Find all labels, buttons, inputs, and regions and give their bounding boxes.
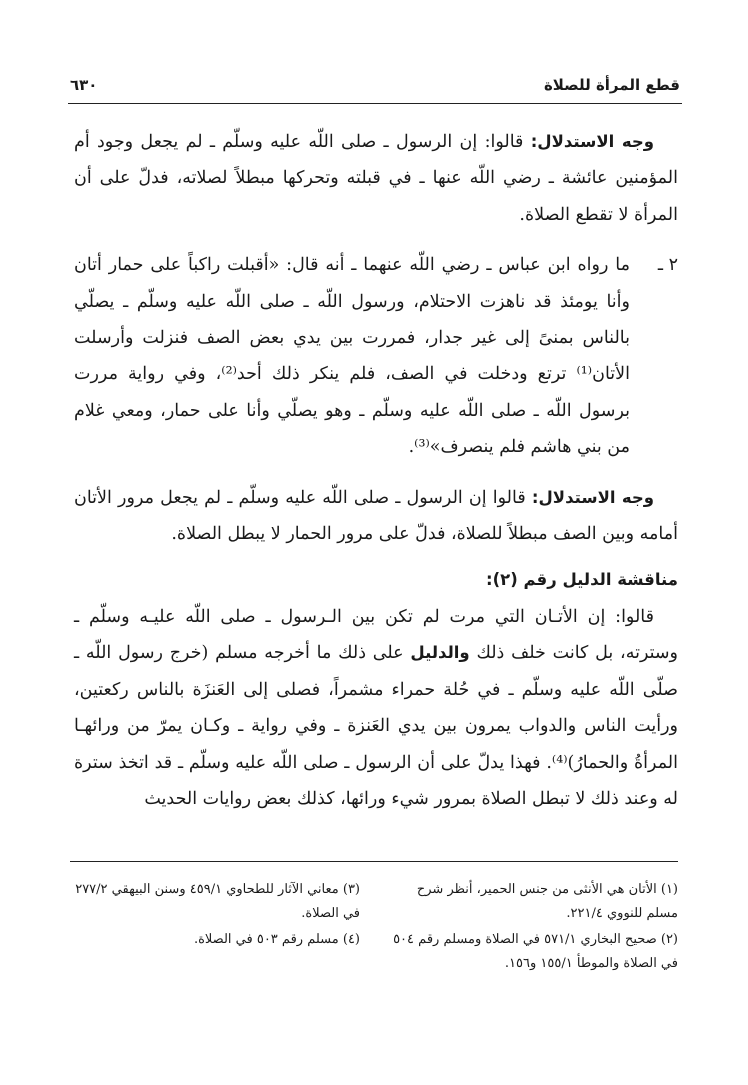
paragraph-text: قالوا إن الرسول ـ صلى اللّه عليه وسلّم ـ لم يجعل مرور الأتان أمامه وبين الصف مبطلاً للصلاة، فدلّ على مرور الحمار لا يبطل الصلاة. <box>74 487 678 545</box>
footnote-2: (٢) صحيح البخاري ٥٧١/١ في الصلاة ومسلم رقم ٥٠٤ في الصلاة والموطأ ١٥٥/١ و١٥٦. <box>393 932 678 971</box>
header-title: قطع المرأة للصلاة <box>543 76 680 94</box>
footnote-divider <box>70 861 678 862</box>
header-divider <box>68 103 682 104</box>
inference-label: وجه الاستدلال: <box>531 487 654 507</box>
evidence-item-2 <box>74 247 678 465</box>
footnote-column-right <box>388 878 678 978</box>
paragraph-inference-2 <box>74 480 678 553</box>
paragraph-text: على ذلك ما أخرجه مسلم (خرج رسول اللّه ـ صلّى اللّه عليه وسلّم ـ في حُلة حمراء مشمراً، فصلى إلى العَنزَة بالناس ركعتين، ورأيت الناس والدواب يمرون بين يدي العَنزة ـ وفي رواية ـ وكـان يمرّ من ورائهـا المرأةُ والحمارُ)⁽⁴⁾. فهذا يدلّ على أن الرسول ـ صلى اللّه عليه وسلّم ـ قد اتخذ سترة له وعند ذلك لا تبطل الصلاة بمرور شيء ورائها، كذلك بعض روايات الحديث <box>74 643 678 809</box>
footnote-3: (٣) معاني الآثار للطحاوي ٤٥٩/١ وسنن البيهقي ٢٧٧/٢ في الصلاة. <box>75 882 360 921</box>
paragraph-inference-1 <box>74 124 678 233</box>
paragraph-text: قالوا: إن الرسول ـ صلى اللّه عليه وسلّم ـ لم يجعل وجود أم المؤمنين عائشة ـ رضي اللّه عنها ـ في قبلته وتحركها مبطلاً لصلاته، فدلّ على أن المرأة لا تقطع الصلاة. <box>74 132 678 225</box>
paragraph-discussion <box>74 599 678 817</box>
item-number: ٢ ـ <box>657 255 678 276</box>
running-header <box>70 76 680 104</box>
section-heading: مناقشة الدليل رقم (٢): <box>485 570 678 590</box>
inference-label: وجه الاستدلال: <box>530 132 654 151</box>
main-text <box>74 124 678 817</box>
item-text: ما رواه ابن عباس ـ رضي اللّه عنهما ـ أنه قال: «أقبلت راكباً على حمار أتان وأنا يومئذ قد ناهزت الاحتلام، ورسول اللّه ـ صلى اللّه عليه وسلّم ـ يصلّي بالناس بمنىً إلى غير جدار، فمررت بين يدي بعض الصف فنزلت وأرسلت الأتان⁽¹⁾ ترتع ودخلت في الصف، فلم ينكر ذلك أحد⁽²⁾، وفي رواية مررت برسول اللّه ـ صلى اللّه عليه وسلّم ـ وهو يصلّي وأنا على حمار، ومعي غلام من بني هاشم فلم ينصرف»⁽³⁾. <box>74 255 630 458</box>
footnote-column-left <box>70 878 360 954</box>
paragraph-text: قالوا: إن الأتـان التي مرت لم تكن بين الـرسول ـ صلى اللّه عليـه وسلّم ـ وسترته، بل كانت خلف ذلك <box>74 606 678 664</box>
footnote-1: (١) الأتان هي الأنثى من جنس الحمير، أنظر شرح مسلم للنووي ٢٢١/٤. <box>416 882 678 921</box>
footnote-4: (٤) مسلم رقم ٥٠٣ في الصلاة. <box>193 932 360 947</box>
page-number: ٦٣٠ <box>70 76 98 94</box>
emphasis-word: والدليل <box>410 643 470 663</box>
